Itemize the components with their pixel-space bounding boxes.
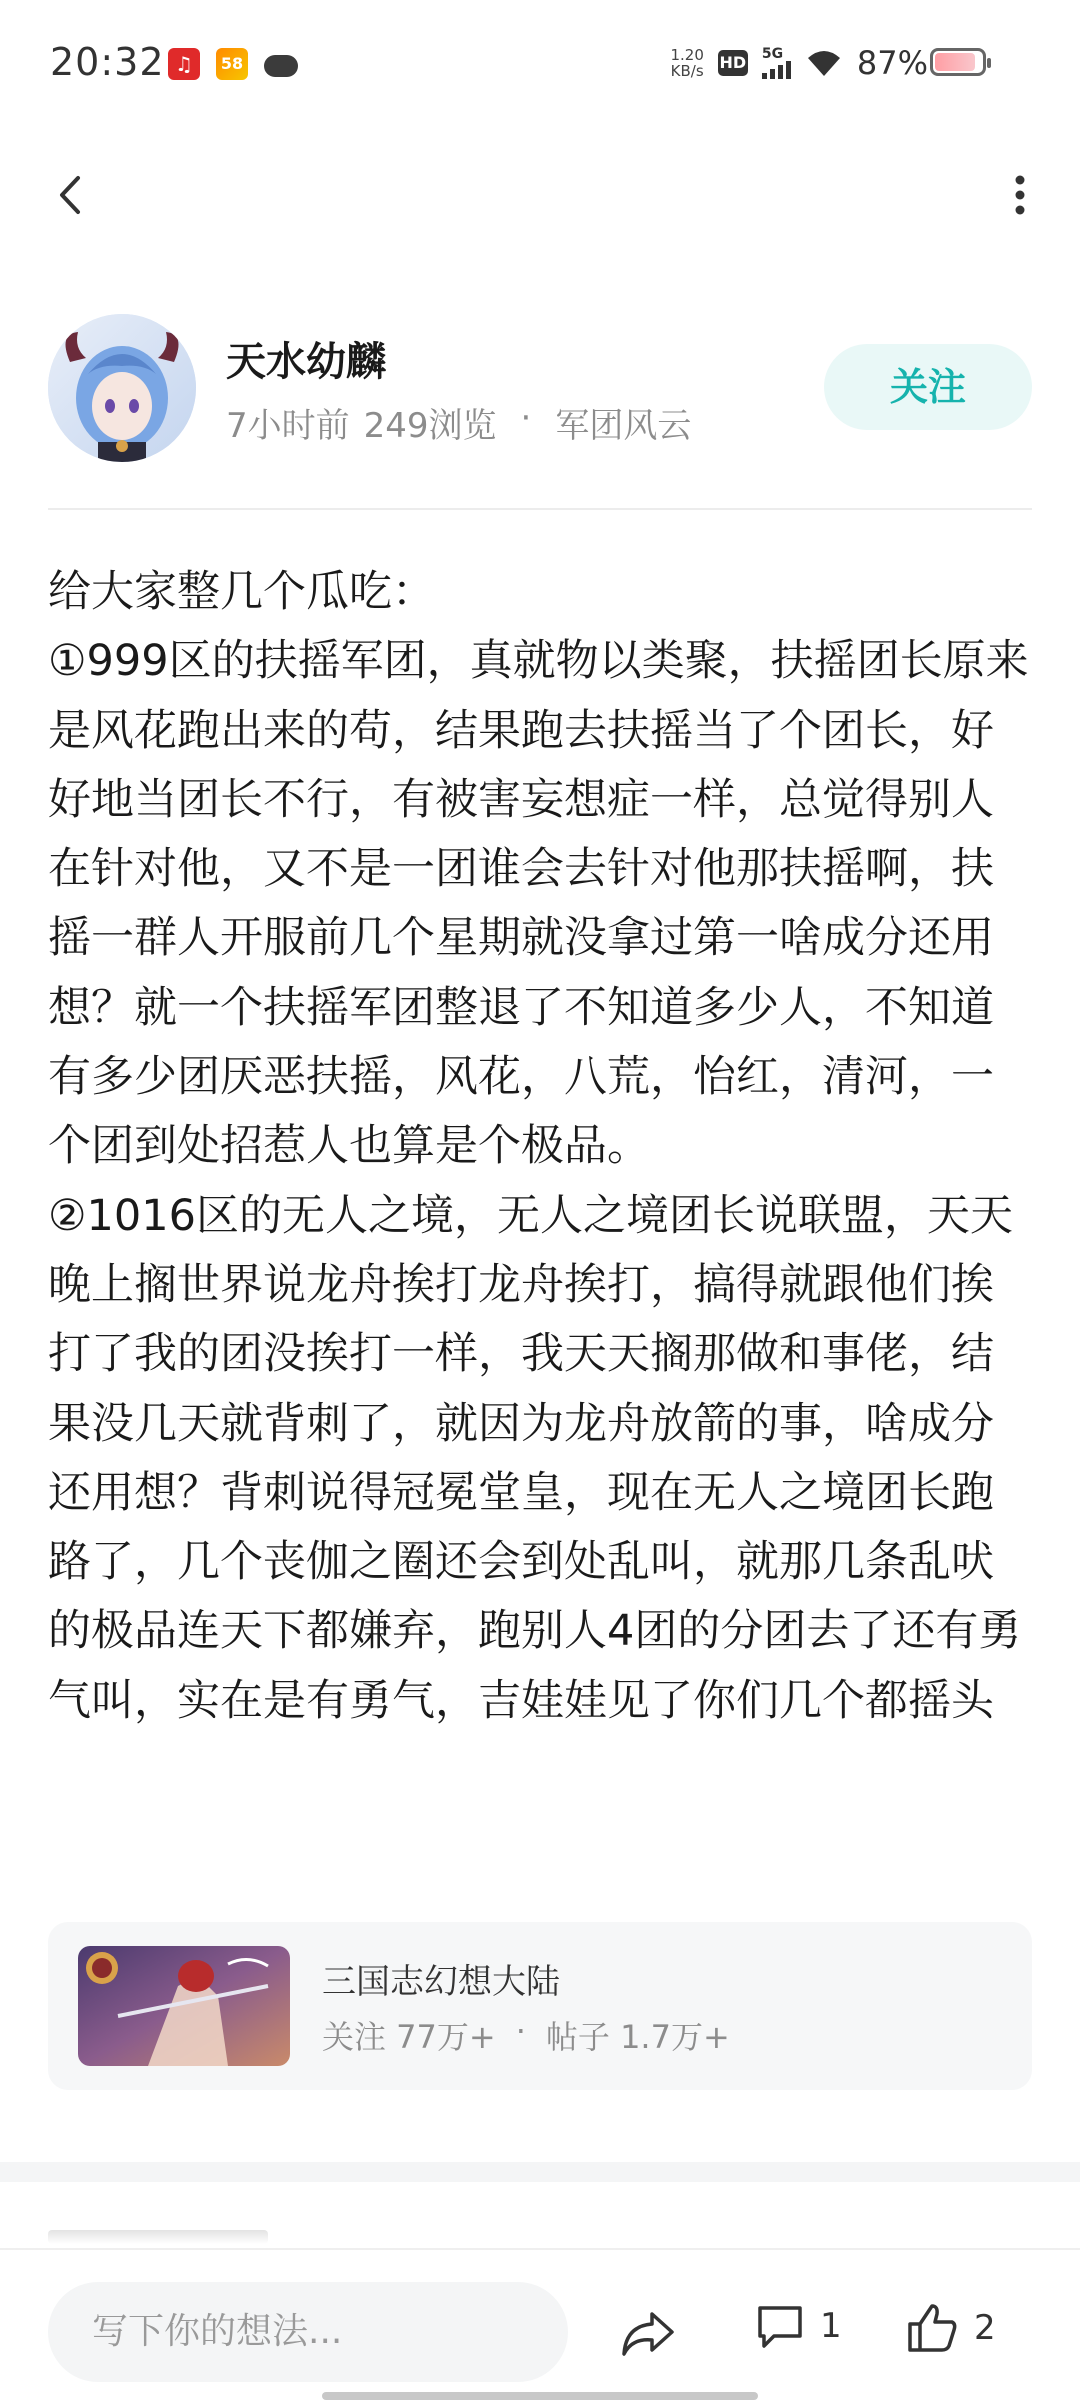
follow-button[interactable]: 关注 bbox=[824, 344, 1032, 430]
post-meta bbox=[226, 398, 691, 447]
forum-thumbnail bbox=[78, 1946, 290, 2066]
cloud-icon bbox=[264, 55, 298, 77]
comment-button[interactable] bbox=[754, 2300, 842, 2352]
meta-separator: · bbox=[520, 398, 532, 438]
netease-music-icon: ♫ bbox=[168, 48, 200, 80]
forum-followers: 关注 77万+ bbox=[322, 2018, 496, 2056]
notification-icons bbox=[168, 48, 298, 80]
author-avatar[interactable] bbox=[48, 314, 196, 462]
share-icon[interactable] bbox=[618, 2302, 678, 2362]
comment-input[interactable]: 写下你的想法... bbox=[48, 2282, 568, 2382]
comments-section-peek bbox=[48, 2230, 268, 2244]
battery-icon bbox=[930, 48, 986, 76]
forum-posts: 帖子 1.7万+ bbox=[545, 2018, 730, 2056]
wifi-icon bbox=[805, 48, 843, 78]
post-content: 给大家整几个瓜吃： ①999区的扶摇军团，真就物以类聚，扶摇团长原来是风花跑出来的苟，结果跑去扶摇当了个团长，好好地当团长不行，有被害妄想症一样，总觉得别人在针对他，又不是一团谁会去针对他那扶摇啊，扶摇一群人开服前几个星期就没拿过第一啥成分还用想？就一个扶摇军团整退了不知道多少人，不知道有多少团厌恶扶摇，风花，八荒，怡红，清河，一个团到处招惹人也算是个极品。 ②1016区的无人之境，无人之境团长说联盟，天天晚上搁世界说龙舟挨打龙舟挨打，搞得就跟他们挨打了我的团没挨打一样，我天天搁那做和事佬，结果没几天就背刺了，就因为龙舟放箭的事，啥成分还用想？背刺说得冠冕堂皇，现在无人之境团长跑路了，几个丧伽之圈还会到处乱叫，就那几条乱吠的极品连天下都嫌弃，跑别人4团的分团去了还有勇气叫，实在是有勇气，吉娃娃见了你们几个都摇头 bbox=[48, 567, 1029, 1726]
post-time: 7小时前 bbox=[226, 406, 350, 446]
network-type: 5G bbox=[761, 46, 784, 62]
author-header bbox=[48, 314, 1032, 464]
forum-name: 三国志幻想大陆 bbox=[322, 1962, 560, 2002]
network-speed-value: 1.20 bbox=[670, 46, 704, 64]
top-nav bbox=[0, 140, 1080, 250]
comment-icon bbox=[754, 2300, 806, 2352]
status-bar bbox=[0, 0, 1080, 130]
signal-icon bbox=[762, 47, 791, 79]
more-options-icon[interactable] bbox=[1000, 170, 1040, 220]
hd-voice-icon: HD bbox=[718, 50, 748, 76]
forum-stats bbox=[322, 2012, 730, 2058]
network-speed-unit: KB/s bbox=[670, 62, 704, 80]
section-separator bbox=[0, 2162, 1080, 2182]
like-count: 2 bbox=[974, 2308, 996, 2348]
app-58-icon: 58 bbox=[216, 48, 248, 80]
author-name[interactable]: 天水幼麟 bbox=[226, 339, 386, 385]
thumbs-up-icon bbox=[904, 2300, 960, 2356]
bottom-action-bar bbox=[0, 2248, 1080, 2408]
forum-card[interactable] bbox=[48, 1922, 1032, 2090]
network-speed bbox=[670, 47, 703, 79]
header-divider bbox=[48, 508, 1032, 510]
post-category[interactable]: 军团风云 bbox=[555, 406, 692, 446]
post-views: 249浏览 bbox=[363, 406, 497, 446]
like-button[interactable] bbox=[904, 2300, 996, 2356]
battery-percent: 87% bbox=[856, 44, 928, 82]
comment-count: 1 bbox=[820, 2306, 842, 2346]
forum-stats-separator: · bbox=[515, 2012, 526, 2050]
status-right-group bbox=[670, 44, 928, 82]
status-time: 20:32 bbox=[50, 40, 165, 84]
home-indicator[interactable] bbox=[322, 2392, 758, 2400]
back-arrow-icon[interactable] bbox=[48, 170, 98, 220]
